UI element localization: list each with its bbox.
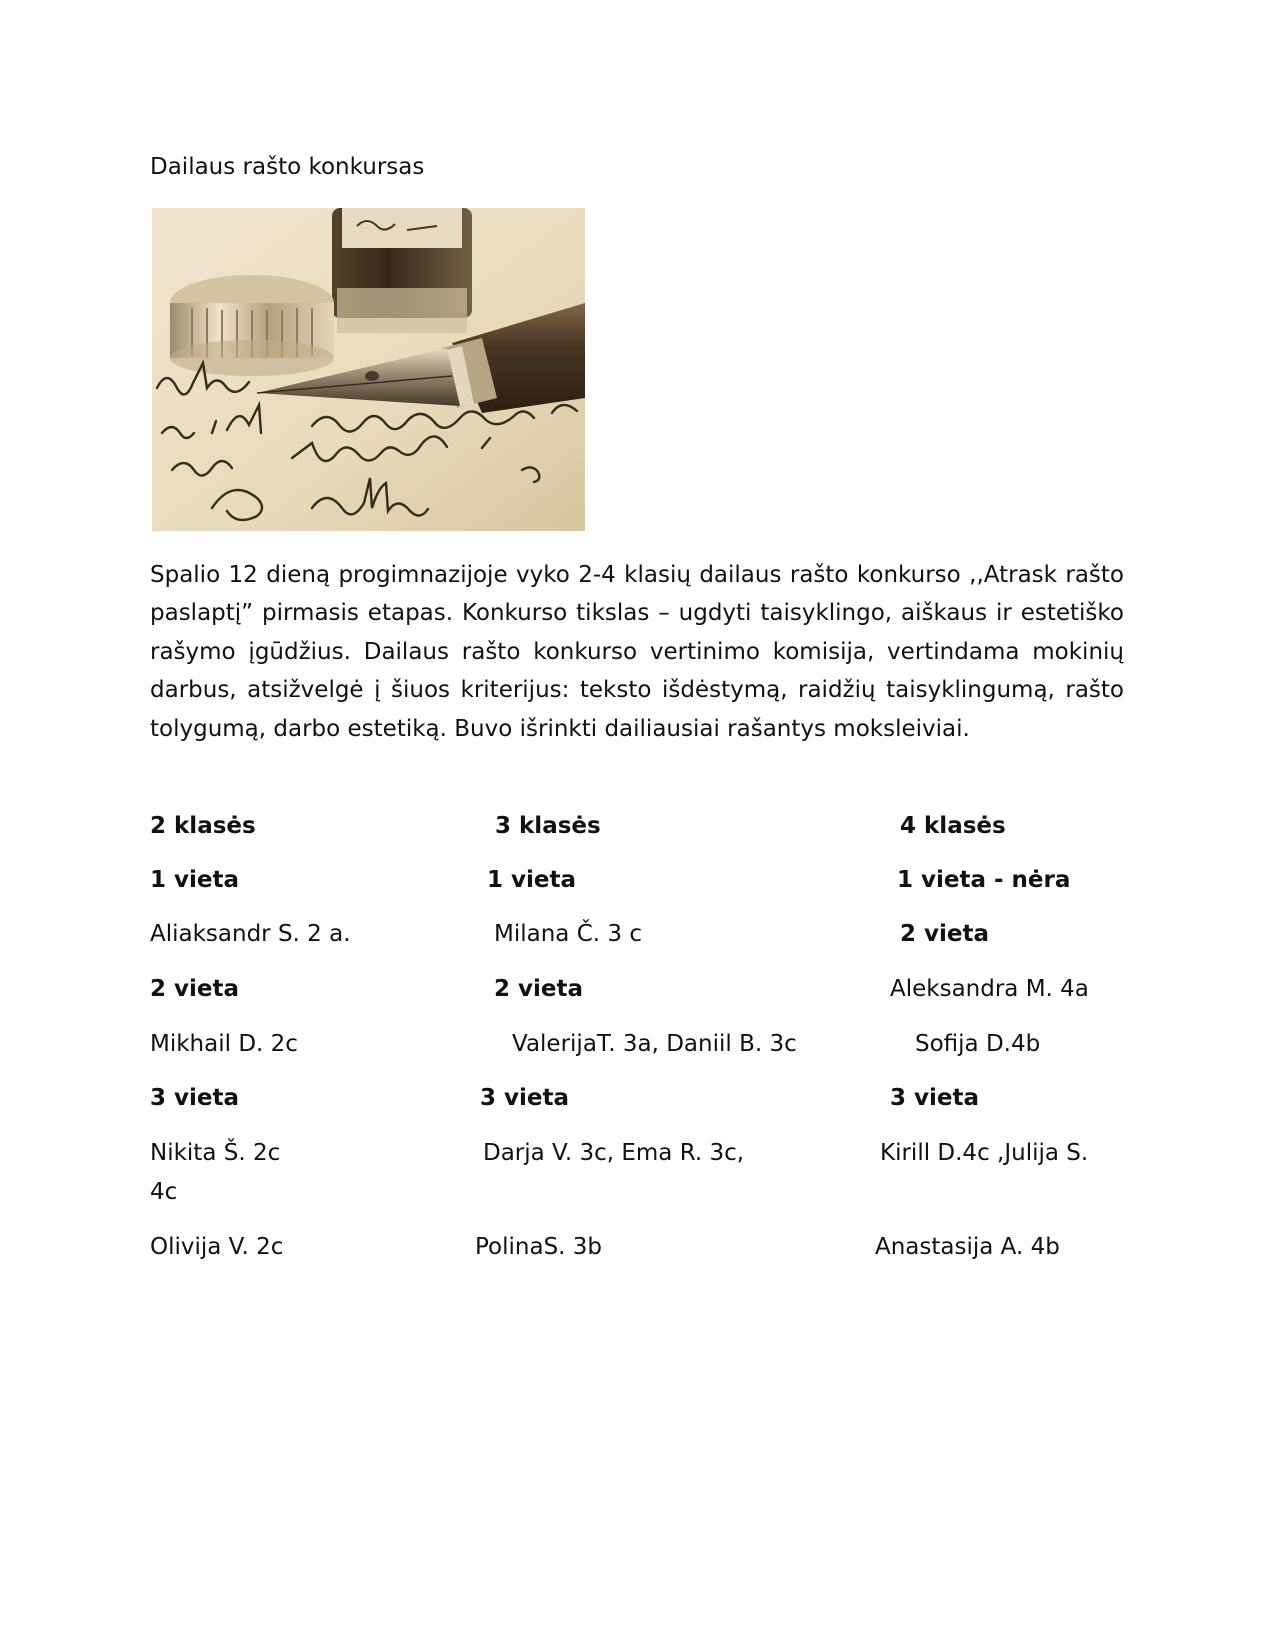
grade3-place3-names-b: PolinaS. 3b <box>475 1234 603 1260</box>
intro-paragraph: Spalio 12 dieną progimnazijoje vyko 2-4 klasių dailaus rašto konkurso ,,Atrask rašto paslaptį” pirmasis etapas. Konkurso tikslas – ugdyti taisyklingo, aiškaus ir estetiško rašymo įgūdžius. Dailaus rašto konkurso vertinimo komisija, vertindama mokinių darbus, atsižvelgė į šiuos kriterijus: teksto išdėstymą, raidžių taisyklingumą, rašto tolygumą, darbo estetiką. Buvo išrinkti dailiausiai rašantys moksleiviai. <box>150 562 1124 742</box>
grade4-place1-label: 1 vieta - nėra <box>897 867 1071 893</box>
grade3-place1-label: 1 vieta <box>487 867 577 893</box>
grade2-place1-names: Aliaksandr S. 2 a. <box>150 921 351 947</box>
grade4-place2-label: 2 vieta <box>900 921 990 947</box>
page-title: Dailaus rašto konkursas <box>150 154 425 180</box>
grade4-place2-names-b: Sofija D.4b <box>915 1031 1041 1057</box>
grade3-place1-names: Milana Č. 3 c <box>494 921 642 947</box>
grade4-place3-names-wrap: 4c <box>150 1179 178 1205</box>
grade2-place3-names: Nikita Š. 2c <box>150 1140 281 1166</box>
grade4-place3-names: Kirill D.4c ,Julija S. <box>880 1140 1089 1166</box>
grade3-place2-label: 2 vieta <box>494 976 584 1002</box>
grade4-place3-label: 3 vieta <box>890 1085 980 1111</box>
grade2-place1-label: 1 vieta <box>150 867 240 893</box>
fountain-pen-photo <box>152 208 585 531</box>
grade3-place2-names: ValerijaT. 3a, Daniil B. 3c <box>512 1031 797 1057</box>
grade4-place2-names: Aleksandra M. 4a <box>890 976 1089 1002</box>
grade3-place3-names: Darja V. 3c, Ema R. 3c, <box>483 1140 745 1166</box>
grade2-place2-names: Mikhail D. 2c <box>150 1031 298 1057</box>
grade2-place3-label: 3 vieta <box>150 1085 240 1111</box>
grade2-place3-names-b: Olivija V. 2c <box>150 1234 284 1260</box>
grade3-place3-label: 3 vieta <box>480 1085 570 1111</box>
grade3-header: 3 klasės <box>495 813 601 839</box>
grade2-header: 2 klasės <box>150 813 256 839</box>
grade4-header: 4 klasės <box>900 813 1006 839</box>
grade2-place2-label: 2 vieta <box>150 976 240 1002</box>
grade4-place3-names-b: Anastasija A. 4b <box>875 1234 1060 1260</box>
